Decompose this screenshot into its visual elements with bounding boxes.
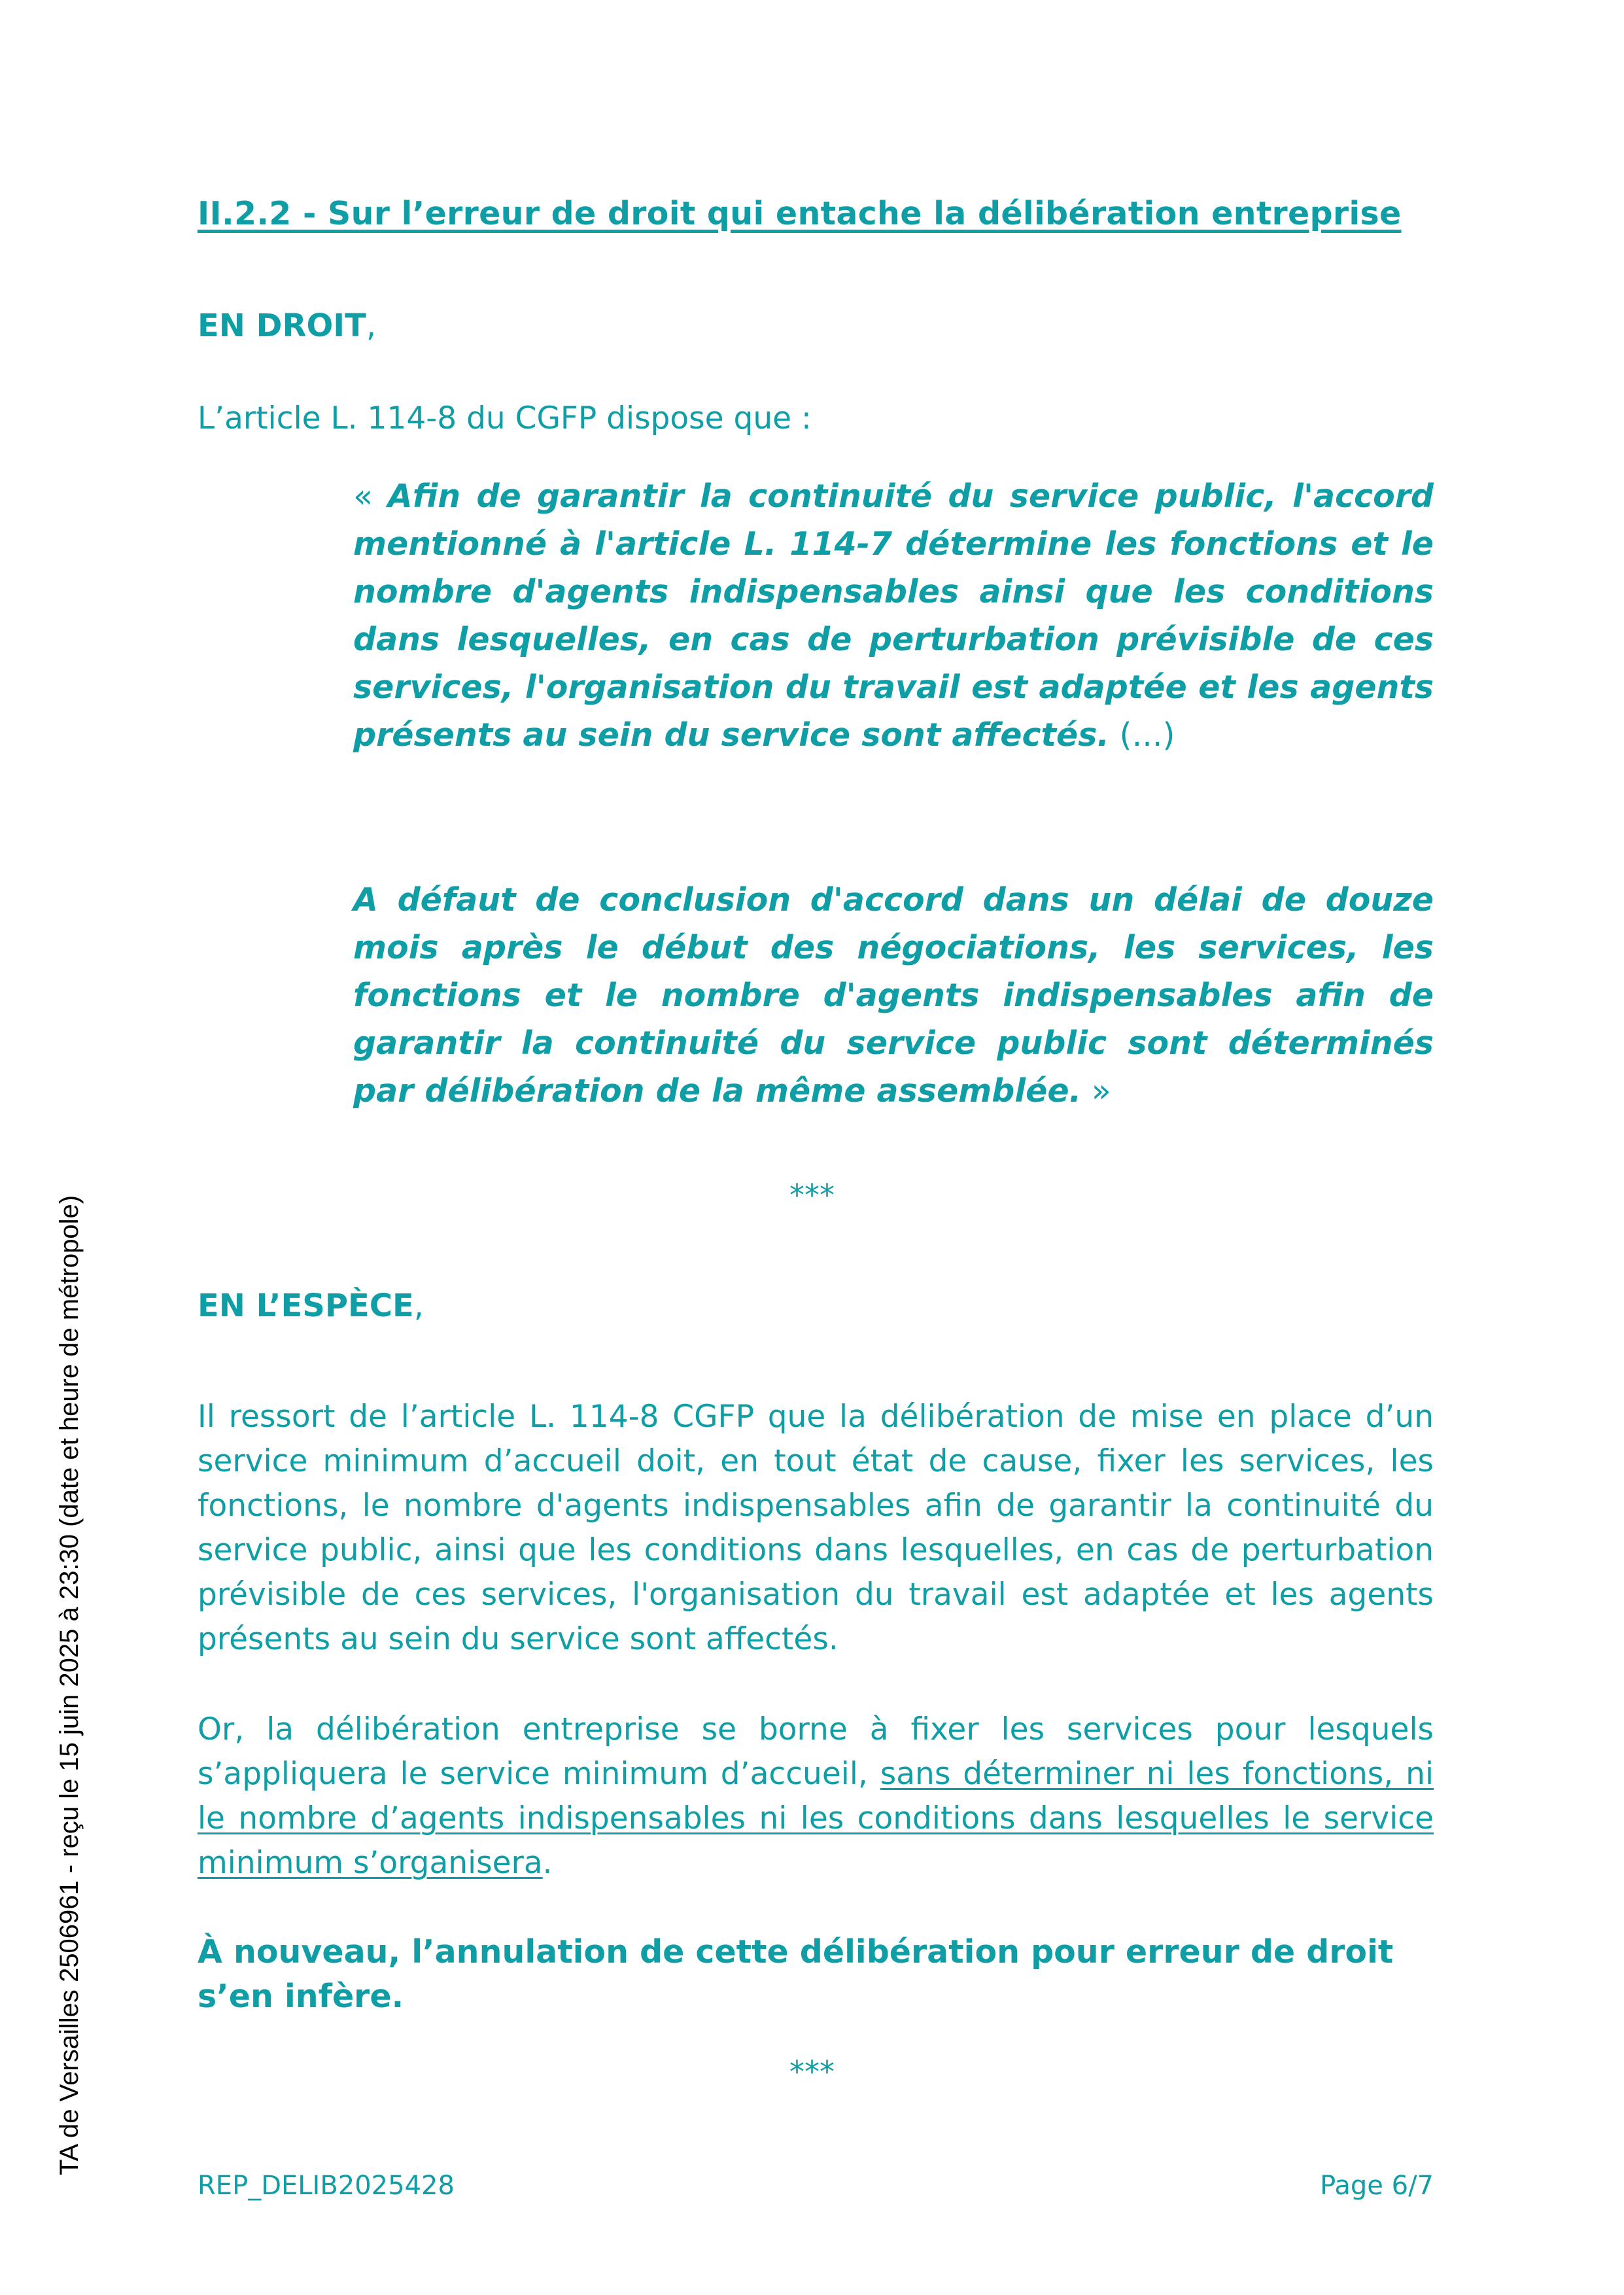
section-separator: *** xyxy=(789,1178,835,1213)
espece-paragraph-1: Il ressort de l’article L. 114-8 CGFP que la délibération de mise en place d’un service minimum d’accueil doit, en tout état de cause, fixer les services, les fonctions, le nombre d'agents indispensables afin de garantir la continuité du service public, ainsi que les conditions dans lesquelles, en cas de perturbation prévisible de ces services, l'organisation du travail est adaptée et les agents présents au sein du service sont affectés. xyxy=(198,1399,1434,1657)
quote-paragraph-2-text: A défaut de conclusion d'accord dans un délai de douze mois après le début des négociations, les services, les fonctions et le nombre d'agents indispensables afin de garantir la continuité du service public sont déterminés par délibération de la même assemblée. xyxy=(353,881,1434,1110)
court-receipt-stamp: TA de Versailles 2506961 - reçu le 15 juin 2025 à 23:30 (date et heure de métropole) xyxy=(55,1195,84,2175)
en-droit-label xyxy=(198,307,1434,344)
conclusion-text: À nouveau, l’annulation de cette délibération pour erreur de droit s’en infère. xyxy=(198,1933,1394,2015)
espece-paragraph-2-plain: Or, la délibération entreprise se borne à fixer les services pour lesquels s’appliquera le service minimum d’accueil, xyxy=(198,1711,1434,1792)
end-separator: *** xyxy=(789,2054,835,2090)
en-droit-label-text: EN DROIT xyxy=(198,307,366,344)
espece-paragraph-2 xyxy=(198,1708,1434,1885)
section-heading: II.2.2 - Sur l’erreur de droit qui entache la délibération entreprise xyxy=(198,195,1402,232)
en-espece-label-text: EN L’ESPÈCE xyxy=(198,1288,414,1324)
quote-paragraph-1-text: Afin de garantir la continuité du service public, l'accord mentionné à l'article L. 114-7 détermine les fonctions et le nombre d'agents indispensables ainsi que les conditions dans lesquelles, en cas de perturbation prévisible de ces services, l'organisation du travail est adaptée et les agents présents au sein du service sont affectés. xyxy=(353,478,1434,754)
quote-close-mark: » xyxy=(1081,1072,1111,1110)
quote-paragraph-2 xyxy=(353,876,1434,1115)
article-lead-text: L’article L. 114-8 du CGFP dispose que : xyxy=(198,400,812,436)
quote-ellipsis: (...) xyxy=(1109,716,1175,754)
espece-paragraph-2-end: . xyxy=(542,1845,553,1881)
espece-paragraph-2-underlined: sans déterminer ni les fonctions, ni le nombre d’agents indispensables ni les conditions dans lesquelles le service minimum s’organisera xyxy=(198,1756,1434,1881)
quote-open-mark: « xyxy=(353,478,388,515)
quote-paragraph-1 xyxy=(353,472,1434,759)
footer-reference: REP_DELIB2025428 xyxy=(198,2171,455,2201)
footer-page-number: Page 6/7 xyxy=(1320,2171,1434,2201)
en-espece-comma: , xyxy=(413,1288,424,1324)
en-espece-label xyxy=(198,1288,1434,1324)
en-droit-comma: , xyxy=(366,307,377,344)
